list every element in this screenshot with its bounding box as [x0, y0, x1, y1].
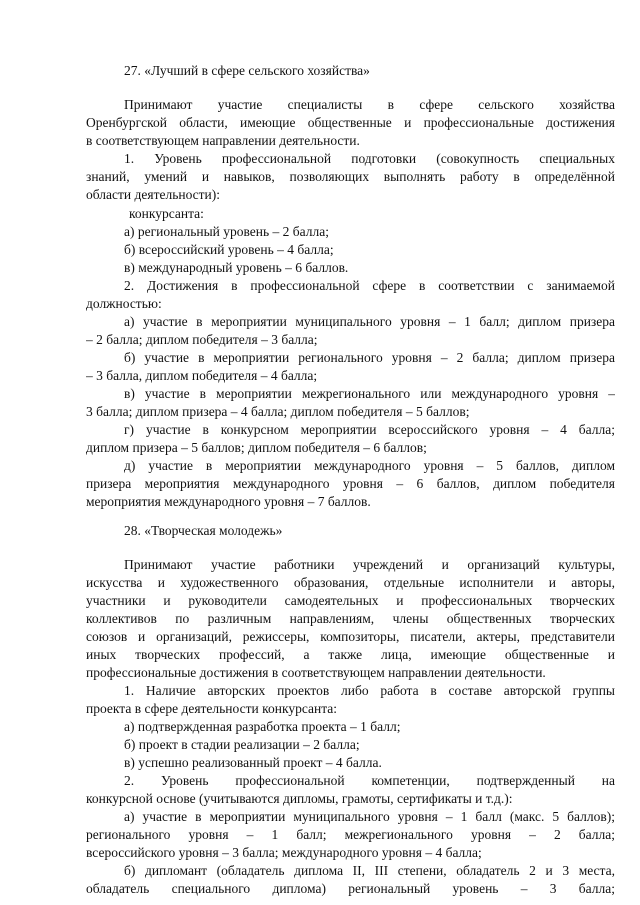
- section-27-criterion-1-label: конкурсанта:: [129, 206, 204, 221]
- section-28-intro-line: союзов и организаций, режиссеры, композиторы, писатели, актеры, представители: [86, 629, 615, 644]
- section-27-intro-line: Оренбургской области, имеющие общественные и профессиональные достижения: [86, 115, 615, 130]
- section-27-criterion-2-item: мероприятия международного уровня – 7 баллов.: [86, 494, 371, 509]
- section-28-criterion-2-item: регионального уровня – 1 балл; межрегионального уровня – 2 балла;: [86, 827, 615, 842]
- section-28-intro-line: искусства и художественного образования, отдельные исполнители и авторы,: [86, 575, 615, 590]
- section-28-criterion-1-item: в) успешно реализованный проект – 4 балла.: [124, 755, 382, 770]
- section-28-criterion-1-line: проекта в сфере деятельности конкурсанта:: [86, 701, 338, 716]
- section-28-criterion-2-item: всероссийского уровня – 3 балла; международного уровня – 4 балла;: [86, 845, 482, 860]
- section-28-criterion-1-line: 1. Наличие авторских проектов либо работа в составе авторской группы: [124, 683, 615, 698]
- section-27-criterion-2-item: д) участие в мероприятии международного уровня – 5 баллов, диплом: [124, 458, 615, 473]
- section-27-criterion-2-item: призера мероприятия международного уровня – 6 баллов, диплом победителя: [86, 476, 615, 491]
- section-27-intro-line: Принимают участие специалисты в сфере сельского хозяйства: [124, 97, 615, 112]
- section-27-criterion-2-item: диплом призера – 5 баллов; диплом победителя – 6 баллов;: [86, 440, 427, 455]
- section-27-criterion-1-line: знаний, умений и навыков, позволяющих выполнять работу в определённой: [86, 169, 615, 184]
- section-27-criterion-2-line: 2. Достижения в профессиональной сфере в соответствии с занимаемой: [124, 278, 615, 293]
- section-28-intro-line: профессиональные достижения в соответствующем направлении деятельности.: [86, 665, 546, 680]
- section-27-criterion-2-item: а) участие в мероприятии муниципального уровня – 1 балл; диплом призера: [124, 314, 615, 329]
- section-27-heading: 27. «Лучший в сфере сельского хозяйства»: [124, 63, 370, 78]
- section-28-intro-line: коллективов по различным направлениям, члены общественных творческих: [86, 611, 615, 626]
- section-28-criterion-2-item: а) участие в мероприятии муниципального уровня – 1 балл (макс. 5 баллов);: [124, 809, 615, 824]
- section-27-criterion-1-line: области деятельности):: [86, 187, 221, 202]
- section-28-criterion-1-item: б) проект в стадии реализации – 2 балла;: [124, 737, 360, 752]
- section-28-criterion-2-line: 2. Уровень профессиональной компетенции, подтвержденный на: [124, 773, 615, 788]
- section-28-criterion-1-item: а) подтвержденная разработка проекта – 1 балл;: [124, 719, 401, 734]
- section-27-criterion-1-line: 1. Уровень профессиональной подготовки (совокупность специальных: [124, 151, 615, 166]
- section-27-criterion-2-item: г) участие в конкурсном мероприятии всероссийского уровня – 4 балла;: [124, 422, 615, 437]
- section-28-heading: 28. «Творческая молодежь»: [124, 523, 283, 538]
- section-27-criterion-1-item: б) всероссийский уровень – 4 балла;: [124, 242, 334, 257]
- section-28-criterion-2-line: конкурсной основе (учитываются дипломы, грамоты, сертификаты и т.д.):: [86, 791, 513, 806]
- section-28-intro-line: иных творческих профессий, а также лица, имеющие общественные и: [86, 647, 615, 662]
- section-27-criterion-2-line: должностью:: [86, 296, 162, 311]
- section-28-criterion-2-item: б) дипломант (обладатель диплома II, III степени, обладатель 2 и 3 места,: [124, 863, 615, 878]
- section-28-intro-line: участники и руководители самодеятельных и профессиональных творческих: [86, 593, 615, 608]
- section-28-intro-line: Принимают участие работники учреждений и организаций культуры,: [124, 557, 615, 572]
- section-27-criterion-2-item: 3 балла; диплом призера – 4 балла; диплом победителя – 5 баллов;: [86, 404, 470, 419]
- section-27-criterion-2-item: – 3 балла, диплом победителя – 4 балла;: [86, 368, 318, 383]
- section-27-intro-line: в соответствующем направлении деятельности.: [86, 133, 360, 148]
- section-28-criterion-2-item: обладатель специального диплома) региональный уровень – 3 балла;: [86, 881, 615, 896]
- section-27-criterion-1-item: в) международный уровень – 6 баллов.: [124, 260, 349, 275]
- section-27-criterion-2-item: – 2 балла; диплом победителя – 3 балла;: [86, 332, 318, 347]
- section-27-criterion-2-item: в) участие в мероприятии межрегионального или международного уровня –: [124, 386, 615, 401]
- section-27-criterion-2-item: б) участие в мероприятии регионального уровня – 2 балла; диплом призера: [124, 350, 615, 365]
- section-27-criterion-1-item: а) региональный уровень – 2 балла;: [124, 224, 329, 239]
